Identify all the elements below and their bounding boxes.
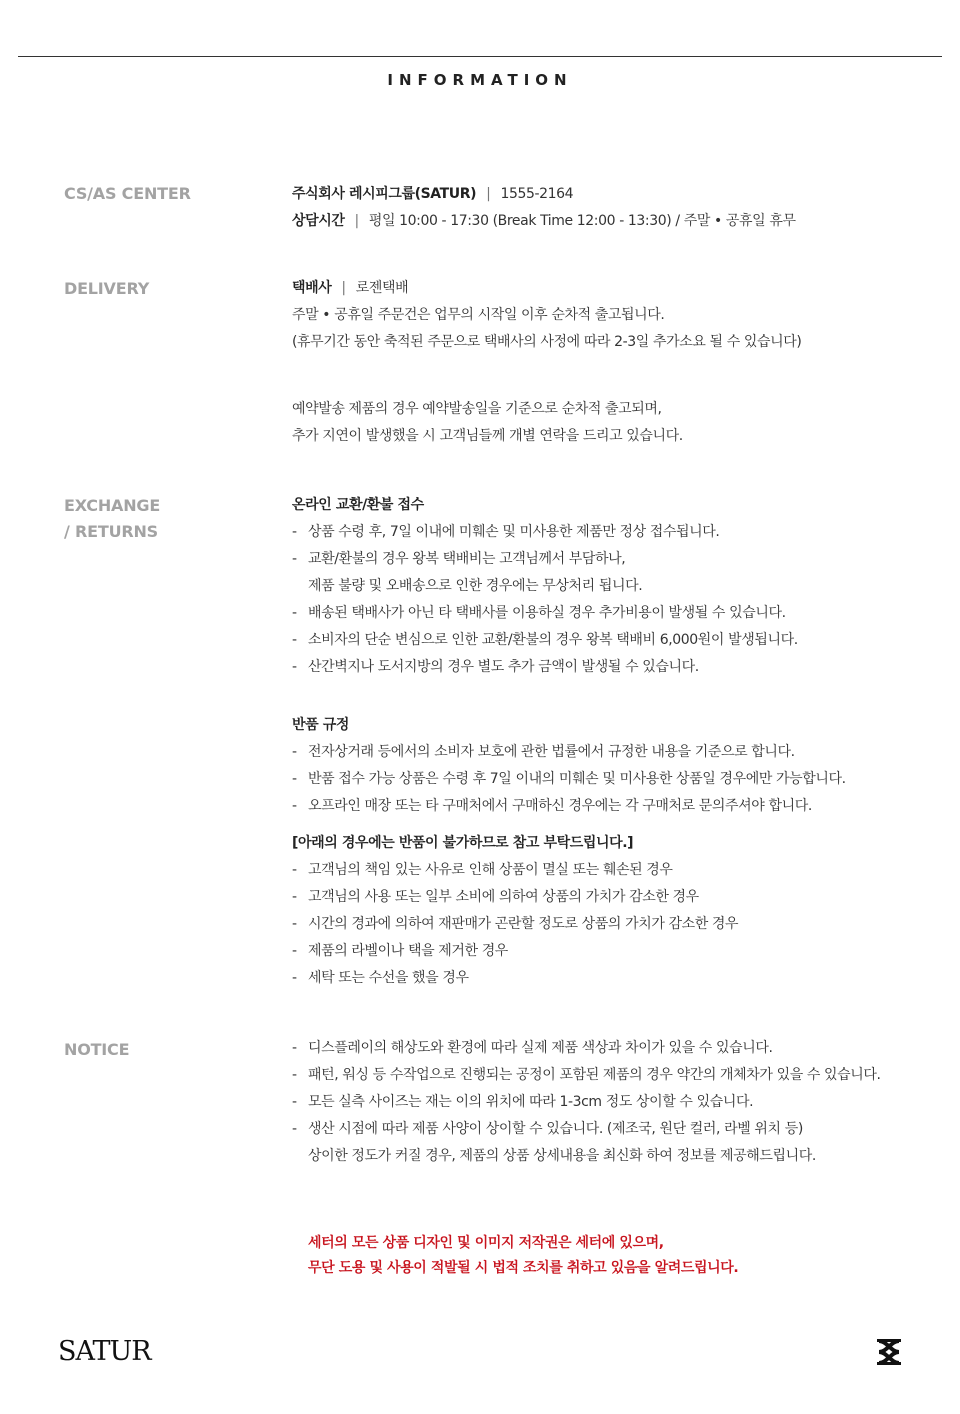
dash-bullet: - [292, 970, 297, 986]
list-item [292, 965, 738, 992]
list-item-text: 고객님의 사용 또는 일부 소비에 의하여 상품의 가치가 감소한 경우 [308, 889, 699, 905]
dash-bullet: - [292, 744, 297, 760]
satur-logo: SATUR [58, 1336, 151, 1367]
list-item [292, 938, 738, 965]
phone-number: 1555-2164 [500, 186, 574, 202]
list-item [292, 600, 798, 627]
list-item-text: 생산 시점에 따라 제품 사양이 상이할 수 있습니다. (제조국, 원단 컬러, 라벨 위치 등) [308, 1121, 803, 1137]
divider: | [341, 280, 346, 296]
list-item-text: 제품의 라벨이나 택을 제거한 경우 [308, 943, 508, 959]
return-policy-info [292, 712, 846, 820]
delivery-info [292, 275, 801, 356]
copyright-line: 세터의 모든 상품 디자인 및 이미지 저작권은 세터에 있으며, [308, 1235, 664, 1251]
section-label-delivery: DELIVERY [64, 279, 150, 298]
preorder-text: 예약발송 제품의 경우 예약발송일을 기준으로 순차적 출고되며, [292, 401, 662, 417]
copyright-notice [308, 1231, 738, 1281]
return-policy-title: 반품 규정 [292, 717, 349, 733]
dash-bullet: - [292, 1040, 297, 1056]
exchange-label-line: EXCHANGE [64, 496, 161, 515]
courier-name: 로젠택배 [355, 280, 409, 296]
divider: | [354, 213, 359, 229]
list-item-continuation: 제품 불량 및 오배송으로 인한 경우에는 무상처리 됩니다. [308, 578, 643, 594]
hours-value: 평일 10:00 - 17:30 (Break Time 12:00 - 13:30) / 주말 • 공휴일 휴무 [368, 213, 796, 229]
cs-hours-line [292, 208, 796, 235]
cs-company-line [292, 181, 796, 208]
preorder-text: 추가 지연이 발생했을 시 고객님들께 개별 연락을 드리고 있습니다. [292, 428, 683, 444]
list-item-text: 교환/환불의 경우 왕복 택배비는 고객님께서 부담하나, [308, 551, 626, 567]
list-item-text: 반품 접수 가능 상품은 수령 후 7일 이내의 미훼손 및 미사용한 상품일 경우에만 가능합니다. [308, 771, 846, 787]
dash-bullet: - [292, 659, 297, 675]
list-item-text: 전자상거래 등에서의 소비자 보호에 관한 법률에서 규정한 내용을 기준으로 합니다. [308, 744, 795, 760]
list-item [292, 1089, 881, 1116]
company-name: 주식회사 레시피그룹(SATUR) [292, 186, 477, 202]
list-item-text: 오프라인 매장 또는 타 구매처에서 구매하신 경우에는 각 구매처로 문의주셔야 합니다. [308, 798, 812, 814]
section-label-notice: NOTICE [64, 1040, 130, 1059]
list-item-text: 디스플레이의 해상도와 환경에 따라 실제 제품 색상과 차이가 있을 수 있습니다. [308, 1040, 773, 1056]
no-return-info [292, 830, 738, 992]
dash-bullet: - [292, 771, 297, 787]
cs-info [292, 181, 796, 235]
dash-bullet: - [292, 605, 297, 621]
preorder-info [292, 396, 683, 450]
top-divider [18, 56, 942, 57]
dash-bullet: - [292, 632, 297, 648]
list-item-text: 고객님의 책임 있는 사유로 인해 상품이 멸실 또는 훼손된 경우 [308, 862, 673, 878]
section-label-exchange [64, 493, 160, 545]
dash-bullet: - [292, 943, 297, 959]
dash-bullet: - [292, 1094, 297, 1110]
list-item [292, 911, 738, 938]
dash-bullet: - [292, 889, 297, 905]
online-exchange-title: 온라인 교환/환불 접수 [292, 497, 424, 513]
list-item [292, 793, 846, 820]
divider: | [486, 186, 491, 202]
list-item [292, 766, 846, 793]
courier-label: 택배사 [292, 280, 332, 296]
list-item [292, 519, 798, 546]
list-item-text: 상품 수령 후, 7일 이내에 미훼손 및 미사용한 제품만 정상 접수됩니다. [308, 524, 720, 540]
list-item [292, 1116, 881, 1143]
list-item [292, 1062, 881, 1089]
list-item-text: 패턴, 워싱 등 수작업으로 진행되는 공정이 포함된 제품의 경우 약간의 개체차가 있을 수 있습니다. [308, 1067, 881, 1083]
section-label-cs: CS/AS CENTER [64, 184, 191, 203]
no-return-title: [아래의 경우에는 반품이 불가하므로 참고 부탁드립니다.] [292, 835, 634, 851]
list-item-text: 배송된 택배사가 아닌 타 택배사를 이용하실 경우 추가비용이 발생될 수 있습니다. [308, 605, 786, 621]
dash-bullet: - [292, 524, 297, 540]
hours-label: 상담시간 [292, 213, 345, 229]
delivery-text: (휴무기간 동안 축적된 주문으로 택배사의 사정에 따라 2-3일 추가소요 될 수 있습니다) [292, 334, 802, 350]
dash-bullet: - [292, 916, 297, 932]
dash-bullet: - [292, 551, 297, 567]
list-item [292, 546, 798, 573]
list-item-continuation: 상이한 정도가 커질 경우, 제품의 상품 상세내용을 최신화 하여 정보를 제공해드립니다. [308, 1148, 816, 1164]
list-item [292, 884, 738, 911]
delivery-text: 주말 • 공휴일 주문건은 업무의 시작일 이후 순차적 출고됩니다. [292, 307, 665, 323]
notice-info [292, 1035, 881, 1170]
list-item [292, 1035, 881, 1062]
list-item [292, 857, 738, 884]
dash-bullet: - [292, 798, 297, 814]
satur-monogram-icon [875, 1338, 903, 1366]
dash-bullet: - [292, 1067, 297, 1083]
list-item [292, 627, 798, 654]
dash-bullet: - [292, 1121, 297, 1137]
online-exchange-info [292, 492, 798, 681]
list-item-text: 소비자의 단순 변심으로 인한 교환/환불의 경우 왕복 택배비 6,000원이 발생됩니다. [308, 632, 798, 648]
dash-bullet: - [292, 862, 297, 878]
page-title: INFORMATION [387, 71, 573, 89]
list-item-text: 세탁 또는 수선을 했을 경우 [308, 970, 469, 986]
list-item-text: 산간벽지나 도서지방의 경우 별도 추가 금액이 발생될 수 있습니다. [308, 659, 699, 675]
copyright-line: 무단 도용 및 사용이 적발될 시 법적 조치를 취하고 있음을 알려드립니다. [308, 1260, 739, 1276]
list-item-text: 모든 실측 사이즈는 재는 이의 위치에 따라 1-3cm 정도 상이할 수 있습니다. [308, 1094, 754, 1110]
list-item-text: 시간의 경과에 의하여 재판매가 곤란할 정도로 상품의 가치가 감소한 경우 [308, 916, 739, 932]
exchange-label-line: / RETURNS [64, 522, 159, 541]
list-item [292, 739, 846, 766]
courier-line [292, 275, 801, 302]
list-item [292, 654, 798, 681]
